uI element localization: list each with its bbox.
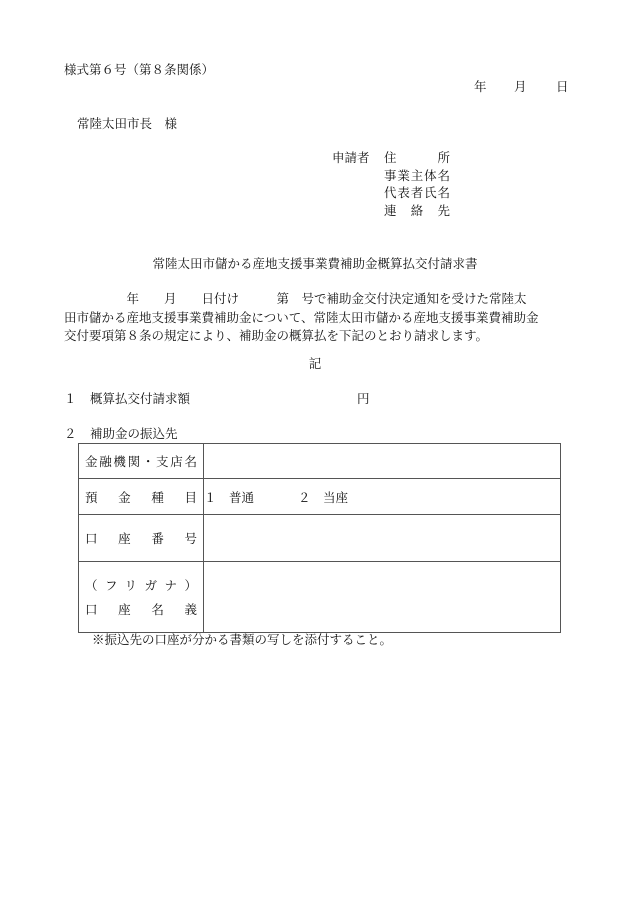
- applicant-entity-name-label: 事業主体名: [384, 167, 450, 183]
- item-label: 概算払交付請求額: [90, 391, 191, 406]
- date-month: 月: [514, 79, 527, 94]
- deposit-type-label: 預金種目: [79, 479, 204, 515]
- body-line: 交付要項第８条の規定により、補助金の概算払を下記のとおり請求します。: [64, 328, 489, 343]
- body-line: 年 月 日付け 第 号で補助金交付決定通知を受けた常陸太: [64, 291, 527, 306]
- account-holder-text: 口座名義: [85, 602, 197, 617]
- item-request-amount: [64, 393, 190, 406]
- account-holder-field[interactable]: [204, 562, 561, 633]
- deposit-type-field[interactable]: [204, 479, 561, 515]
- bank-account-table: [78, 443, 561, 633]
- account-number-field[interactable]: [204, 515, 561, 562]
- date-year: 年: [474, 79, 487, 94]
- document-title: 常陸太田市儲かる産地支援事業費補助金概算払交付請求書: [152, 256, 478, 271]
- item-transfer-destination: [64, 428, 178, 441]
- yen-unit: 円: [357, 391, 370, 406]
- deposit-option-checking[interactable]: ２ 当座: [298, 489, 349, 505]
- date-line: [474, 81, 569, 94]
- applicant-contact-label: 連絡先: [384, 202, 450, 218]
- date-day: 日: [556, 79, 569, 94]
- table-row-deposit-type: [79, 479, 561, 515]
- request-body: [64, 290, 574, 346]
- bank-branch-field[interactable]: [204, 444, 561, 479]
- deposit-option-ordinary[interactable]: １ 普通: [204, 489, 255, 505]
- table-row-account-number: [79, 515, 561, 562]
- attachment-note: ※振込先の口座が分かる書類の写しを添付すること。: [92, 632, 393, 647]
- item-number: ２: [64, 426, 77, 441]
- bank-branch-label: 金融機関・支店名: [79, 444, 204, 479]
- applicant-address-label: 住所: [384, 150, 450, 165]
- table-row-bank-branch: [79, 444, 561, 479]
- item-label: 補助金の振込先: [90, 426, 178, 441]
- addressee: 常陸太田市長 様: [77, 116, 178, 131]
- account-number-label: 口座番号: [79, 515, 204, 562]
- applicant-label: 申請者: [332, 150, 370, 165]
- form-number: 様式第６号（第８条関係）: [64, 62, 215, 77]
- applicant-fields: [384, 152, 450, 222]
- item-number: １: [64, 391, 77, 406]
- ki-heading: 記: [308, 356, 322, 371]
- body-line: 田市儲かる産地支援事業費補助金について、常陸太田市儲かる産地支援事業費補助金: [64, 309, 539, 325]
- account-holder-label: [79, 562, 204, 633]
- table-row-account-holder: [79, 562, 561, 633]
- applicant-representative-label: 代表者氏名: [384, 185, 450, 201]
- furigana-label: （フリガナ）: [85, 578, 197, 593]
